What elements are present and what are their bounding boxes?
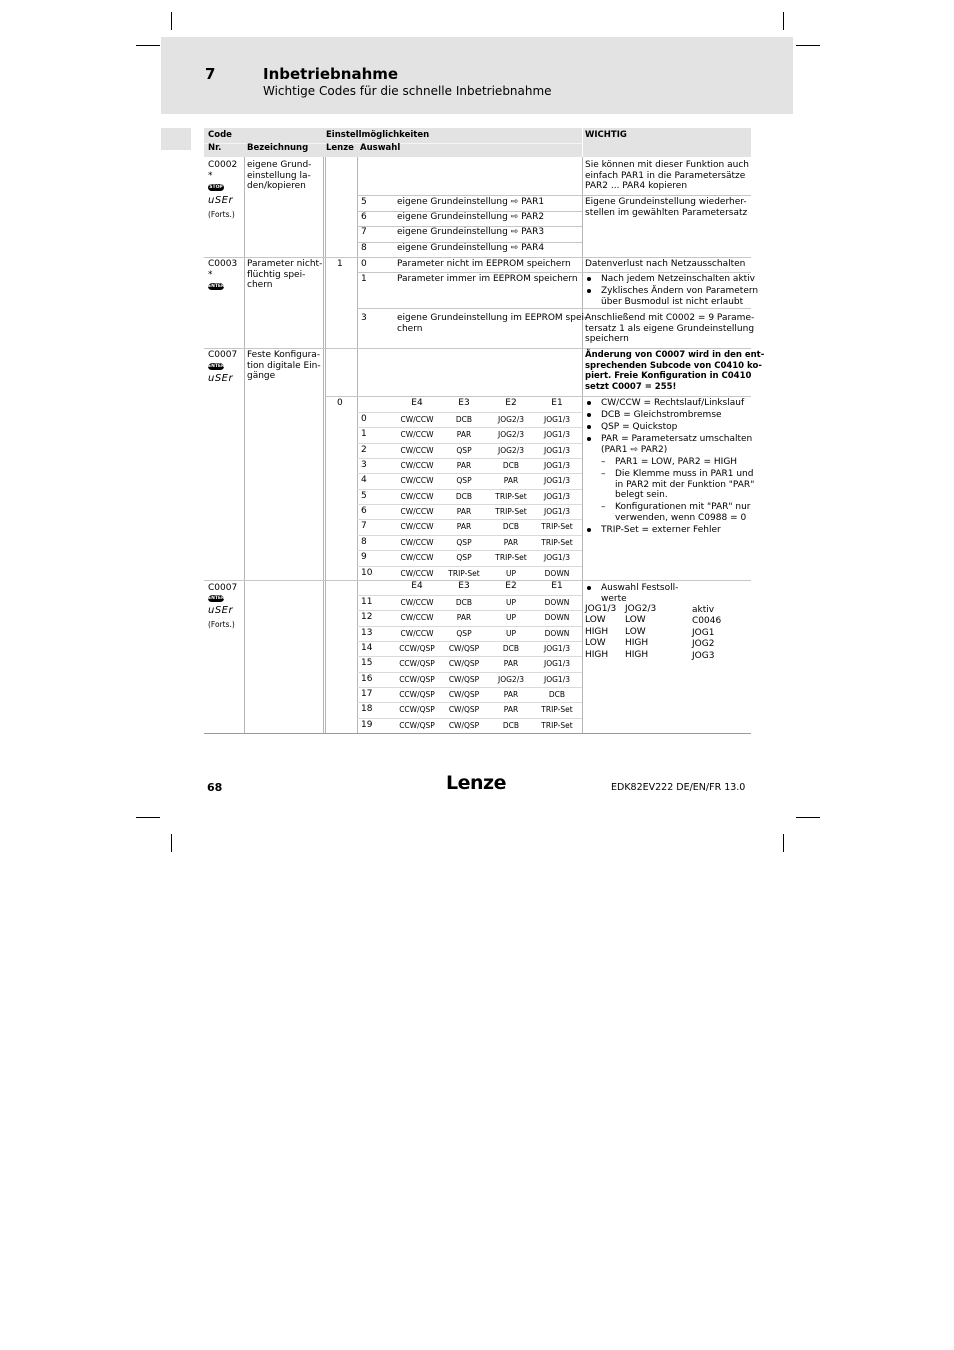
legend-trip: TRIP-Set = externer Fehler <box>601 525 721 535</box>
bullet-icon <box>587 289 591 293</box>
jog-cell: C0046 <box>692 616 722 626</box>
legend-par-d2: Die Klemme muss in PAR1 und in PAR2 mit der Funktion "PAR" belegt sein. <box>615 469 755 500</box>
config-cell: TRIP-Set <box>495 507 527 516</box>
config-cell: PAR <box>456 507 472 516</box>
c0003-note0: Datenverlust nach Netzausschalten <box>585 259 746 269</box>
c0002-note2: Eigene Grundeinstellung wiederher- stellen im gewählten Parametersatz <box>585 197 748 218</box>
config-cell: UP <box>505 598 516 607</box>
c0007-note-bold: Änderung von C0007 wird in den ent- sprechenden Subcode von C0410 ko- piert. Freie Konfiguration in C0410 setzt C0007 = 255! <box>585 350 765 392</box>
user-menu-icon: uSEr <box>208 195 234 206</box>
bullet-icon <box>587 425 591 429</box>
row-number: 14 <box>361 643 373 653</box>
config-cell: QSP <box>456 538 472 547</box>
crop-mark <box>171 12 172 30</box>
config-cell: JOG1/3 <box>544 553 570 562</box>
th-code: Code <box>208 130 232 140</box>
config-cell: JOG1/3 <box>544 476 570 485</box>
config-cell: TRIP-Set <box>541 522 573 531</box>
jog-cell: HIGH <box>585 627 609 637</box>
row-divider <box>357 519 582 520</box>
config-cell: TRIP-Set <box>541 538 573 547</box>
config-cell: CCW/QSP <box>399 659 435 668</box>
enter-badge-icon: ENTER <box>208 284 225 289</box>
side-tab <box>161 128 191 150</box>
config-cell: DCB <box>502 644 520 653</box>
column-header: E1 <box>551 581 563 591</box>
jog-cell: LOW <box>625 615 646 625</box>
config-cell: JOG2/3 <box>498 446 524 455</box>
config-cell: QSP <box>456 446 472 455</box>
th-settings: Einstellmöglichkeiten <box>326 130 430 140</box>
config-cell: PAR <box>456 613 472 622</box>
c0002-row-text: eigene Grundeinstellung ⇨ PAR4 <box>397 243 545 253</box>
column-header: E2 <box>505 581 517 591</box>
config-cell: CW/CCW <box>400 629 434 638</box>
user-menu-icon: uSEr <box>208 605 234 616</box>
c0003-row-nr: 0 <box>361 259 367 269</box>
config-cell: CW/CCW <box>400 476 434 485</box>
th-selection: Auswahl <box>360 143 401 153</box>
c0002-row-nr: 6 <box>361 212 367 222</box>
row-number: 15 <box>361 658 373 668</box>
config-cell: JOG2/3 <box>498 430 524 439</box>
jog-note: Auswahl Festsoll- werte <box>601 583 679 604</box>
config-cell: JOG2/3 <box>498 675 524 684</box>
config-cell: JOG1/3 <box>544 644 570 653</box>
chapter-subtitle: Wichtige Codes für die schnelle Inbetriebnahme <box>263 84 552 98</box>
config-cell: CW/CCW <box>400 553 434 562</box>
user-menu-icon: uSEr <box>208 373 234 384</box>
config-cell: CW/CCW <box>400 430 434 439</box>
c0007-name: Feste Konfigura- tion digitale Ein- gänge <box>247 350 321 381</box>
config-cell: CCW/QSP <box>399 705 435 714</box>
crop-mark <box>171 834 172 852</box>
config-cell: QSP <box>456 629 472 638</box>
config-cell: PAR <box>456 522 472 531</box>
chapter-header <box>161 37 793 114</box>
row-divider <box>357 535 582 536</box>
asterisk: * <box>208 171 213 181</box>
enter-badge-icon: ENTER <box>208 596 225 601</box>
c0003-row-nr: 3 <box>361 313 367 323</box>
row-divider <box>357 672 582 673</box>
config-cell: PAR <box>456 430 472 439</box>
bullet-icon <box>587 528 591 532</box>
bullet-icon <box>587 437 591 441</box>
row-number: 7 <box>361 521 367 531</box>
row-divider <box>357 702 582 703</box>
config-cell: CW/CCW <box>400 415 434 424</box>
config-cell: CW/QSP <box>448 675 480 684</box>
row-number: 13 <box>361 628 373 638</box>
code-c0003: C0003 <box>208 259 238 269</box>
config-cell: JOG1/3 <box>544 659 570 668</box>
config-cell: DOWN <box>544 569 570 578</box>
config-cell: QSP <box>456 553 472 562</box>
c0003-row-text: Parameter nicht im EEPROM speichern <box>397 259 571 269</box>
c0002-name: eigene Grund- einstellung la- den/kopieren <box>247 160 312 191</box>
dash: – <box>601 469 606 479</box>
config-cell: QSP <box>456 476 472 485</box>
row-number: 1 <box>361 429 367 439</box>
jog-cell: HIGH <box>625 650 649 660</box>
row-divider <box>357 718 582 719</box>
c0007-lenze: 0 <box>337 398 343 408</box>
config-cell: UP <box>505 569 516 578</box>
config-cell: PAR <box>503 659 519 668</box>
continued-label: (Forts.) <box>208 620 235 629</box>
config-cell: JOG1/3 <box>544 507 570 516</box>
legend-par-d1: PAR1 = LOW, PAR2 = HIGH <box>615 457 738 467</box>
config-cell: CW/QSP <box>448 690 480 699</box>
config-cell: DCB <box>455 492 473 501</box>
config-cell: DCB <box>548 690 566 699</box>
config-cell: PAR <box>503 705 519 714</box>
config-cell: CW/CCW <box>400 538 434 547</box>
config-cell: DCB <box>455 415 473 424</box>
page-number: 68 <box>207 781 223 794</box>
config-cell: CW/CCW <box>400 461 434 470</box>
column-header: E4 <box>411 398 423 408</box>
crop-mark <box>796 45 820 46</box>
jog-cell: JOG3 <box>692 651 715 661</box>
config-cell: TRIP-Set <box>495 553 527 562</box>
table-bottom-rule <box>204 733 751 734</box>
column-header: E3 <box>458 398 470 408</box>
continued-label: (Forts.) <box>208 210 235 219</box>
jog-cell: LOW <box>625 627 646 637</box>
code-c0007: C0007 <box>208 350 238 360</box>
c0003-row-text: eigene Grundeinstellung im EEPROM spei- chern <box>397 313 588 334</box>
row-divider <box>357 595 582 596</box>
legend-qsp: QSP = Quickstop <box>601 422 678 432</box>
config-cell: CW/CCW <box>400 446 434 455</box>
row-number: 12 <box>361 612 373 622</box>
row-number: 19 <box>361 720 373 730</box>
asterisk: * <box>208 270 213 280</box>
c0003-row-text: Parameter immer im EEPROM speichern <box>397 274 578 284</box>
row-divider <box>357 610 582 611</box>
config-cell: PAR <box>503 476 519 485</box>
row-divider <box>357 489 582 490</box>
config-cell: JOG1/3 <box>544 492 570 501</box>
config-cell: CW/QSP <box>448 659 480 668</box>
chapter-title: Inbetriebnahme <box>263 65 399 83</box>
crop-mark <box>783 12 784 30</box>
config-cell: CW/CCW <box>400 492 434 501</box>
row-divider <box>357 427 582 428</box>
config-cell: DCB <box>502 461 520 470</box>
row-number: 8 <box>361 537 367 547</box>
code-c0002: C0002 <box>208 160 238 170</box>
jog-cell: HIGH <box>625 638 649 648</box>
crop-mark <box>783 834 784 852</box>
config-cell: JOG1/3 <box>544 675 570 684</box>
row-divider <box>357 641 582 642</box>
row-number: 10 <box>361 568 373 578</box>
chapter-number: 7 <box>205 65 216 83</box>
c0003-row-nr: 1 <box>361 274 367 284</box>
row-divider <box>357 504 582 505</box>
c0002-row-text: eigene Grundeinstellung ⇨ PAR2 <box>397 212 545 222</box>
c0003-bullet2: Zyklisches Ändern von Parametern über Busmodul ist nicht erlaubt <box>601 286 759 307</box>
row-number: 0 <box>361 414 367 424</box>
column-header: E2 <box>505 398 517 408</box>
jog-cell: JOG1 <box>692 628 715 638</box>
column-header: E4 <box>411 581 423 591</box>
config-cell: CCW/QSP <box>399 675 435 684</box>
row-number: 5 <box>361 491 367 501</box>
column-header: E3 <box>458 581 470 591</box>
config-cell: CW/QSP <box>448 721 480 730</box>
legend-dcb: DCB = Gleichstrombremse <box>601 410 722 420</box>
crop-mark <box>136 45 160 46</box>
stop-badge-icon: STOP <box>209 185 223 190</box>
config-cell: JOG1/3 <box>544 461 570 470</box>
legend-par-d3: Konfigurationen mit "PAR" nur verwenden, wenn C0988 = 0 <box>615 502 751 523</box>
row-divider <box>357 687 582 688</box>
crop-mark <box>796 817 820 818</box>
crop-mark <box>136 817 160 818</box>
row-number: 9 <box>361 552 367 562</box>
jog-h1: JOG1/3 <box>585 604 617 614</box>
code-c0007-cont: C0007 <box>208 583 238 593</box>
row-divider <box>357 473 582 474</box>
jog-cell: LOW <box>585 638 606 648</box>
config-cell: CW/CCW <box>400 569 434 578</box>
config-cell: JOG1/3 <box>544 446 570 455</box>
config-cell: JOG2/3 <box>498 415 524 424</box>
config-cell: DCB <box>502 522 520 531</box>
config-cell: CCW/QSP <box>399 644 435 653</box>
jog-cell: JOG2 <box>692 639 715 649</box>
row-number: 11 <box>361 597 373 607</box>
config-cell: DCB <box>502 721 520 730</box>
config-cell: CW/CCW <box>400 598 434 607</box>
codes-table <box>204 128 765 734</box>
th-nr: Nr. <box>208 143 222 153</box>
config-cell: TRIP-Set <box>448 569 480 578</box>
config-cell: DCB <box>455 598 473 607</box>
th-designation: Bezeichnung <box>247 143 309 153</box>
c0003-name: Parameter nicht- flüchtig spei- chern <box>247 259 323 290</box>
row-number: 17 <box>361 689 373 699</box>
config-cell: CW/QSP <box>448 644 480 653</box>
config-cell: CW/CCW <box>400 522 434 531</box>
config-cell: DOWN <box>544 598 570 607</box>
legend-par: PAR = Parametersatz umschalten (PAR1 ⇨ PAR2) <box>601 434 753 455</box>
config-cell: CCW/QSP <box>399 690 435 699</box>
config-cell: TRIP-Set <box>541 705 573 714</box>
document-reference: EDK82EV222 DE/EN/FR 13.0 <box>611 782 746 793</box>
config-cell: CW/CCW <box>400 613 434 622</box>
config-cell: PAR <box>503 538 519 547</box>
jog-cell: HIGH <box>585 650 609 660</box>
row-number: 18 <box>361 704 373 714</box>
config-cell: JOG1/3 <box>544 430 570 439</box>
c0003-lenze: 1 <box>337 259 343 269</box>
row-number: 3 <box>361 460 367 470</box>
row-divider <box>357 412 582 413</box>
config-cell: TRIP-Set <box>541 721 573 730</box>
bullet-icon <box>587 586 591 590</box>
bullet-icon <box>587 277 591 281</box>
jog-h2: JOG2/3 <box>625 604 657 614</box>
c0002-row-text: eigene Grundeinstellung ⇨ PAR3 <box>397 227 545 237</box>
bullet-icon <box>587 401 591 405</box>
c0003-note3: Anschließend mit C0002 = 9 Parame- tersatz 1 als eigene Grundeinstellung speichern <box>585 313 755 344</box>
legend-cw: CW/CCW = Rechtslauf/Linkslauf <box>601 398 745 408</box>
c0002-row-text: eigene Grundeinstellung ⇨ PAR1 <box>397 197 545 207</box>
lenze-logo: Lenze <box>446 772 506 794</box>
row-divider <box>357 656 582 657</box>
config-cell: DOWN <box>544 613 570 622</box>
row-number: 4 <box>361 475 367 485</box>
row-divider <box>357 550 582 551</box>
enter-badge-icon: ENTER <box>208 364 225 369</box>
config-cell: JOG1/3 <box>544 415 570 424</box>
jog-h3: aktiv <box>692 605 715 615</box>
dash: – <box>601 502 606 512</box>
row-divider <box>357 458 582 459</box>
config-cell: UP <box>505 629 516 638</box>
c0003-bullet1: Nach jedem Netzeinschalten aktiv <box>601 274 756 284</box>
row-number: 6 <box>361 506 367 516</box>
column-header: E1 <box>551 398 563 408</box>
row-number: 2 <box>361 445 367 455</box>
jog-cell: LOW <box>585 615 606 625</box>
config-cell: TRIP-Set <box>495 492 527 501</box>
config-cell: CCW/QSP <box>399 721 435 730</box>
config-cell: PAR <box>456 461 472 470</box>
th-important: WICHTIG <box>585 130 627 140</box>
dash: – <box>601 457 606 467</box>
c0002-row-nr: 7 <box>361 227 367 237</box>
config-cell: UP <box>505 613 516 622</box>
row-divider <box>357 566 582 567</box>
c0002-note: Sie können mit dieser Funktion auch einfach PAR1 in die Parametersätze PAR2 ... PAR4 kopieren <box>585 160 749 191</box>
row-divider <box>357 626 582 627</box>
c0002-row-nr: 8 <box>361 243 367 253</box>
th-lenze: Lenze <box>326 143 354 153</box>
row-number: 16 <box>361 674 373 684</box>
c0002-row-nr: 5 <box>361 197 367 207</box>
config-cell: PAR <box>503 690 519 699</box>
row-divider <box>357 443 582 444</box>
config-cell: DOWN <box>544 629 570 638</box>
config-cell: CW/CCW <box>400 507 434 516</box>
config-cell: CW/QSP <box>448 705 480 714</box>
bullet-icon <box>587 413 591 417</box>
